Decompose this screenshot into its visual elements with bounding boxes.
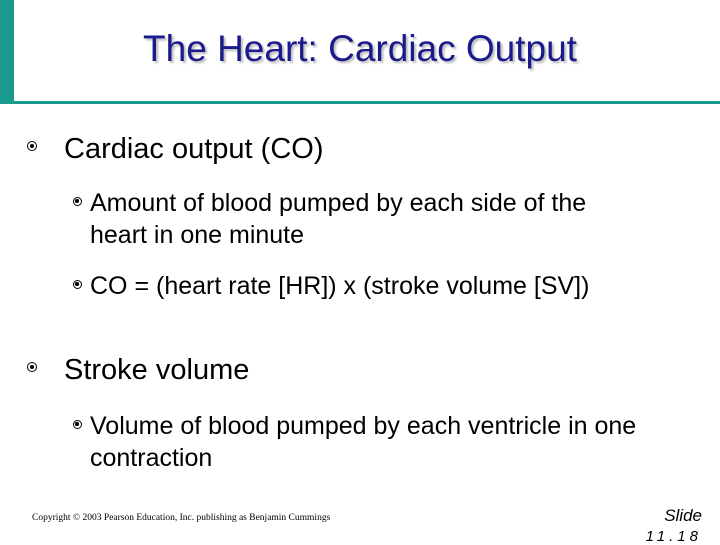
slide-label: Slide	[664, 506, 702, 525]
sub-bullet-text: Amount of blood pumped by each side of the heart in one minute	[90, 189, 587, 249]
bullet-icon	[27, 362, 37, 372]
copyright-notice: Copyright © 2003 Pearson Education, Inc. publishing as Benjamin Cummings	[32, 513, 331, 523]
slide-title: The Heart: Cardiac Output	[143, 28, 577, 69]
title-divider	[14, 101, 720, 104]
bullet-text: Cardiac output (CO)	[64, 133, 324, 165]
sub-bullet-text: Volume of blood pumped by each ventricle in one contraction	[90, 412, 637, 472]
sub-bullet-icon	[73, 280, 82, 289]
bullet-text: Stroke volume	[64, 354, 250, 386]
sub-bullet-icon	[73, 420, 82, 429]
bullet-icon	[27, 141, 37, 151]
sub-bullet-icon	[73, 197, 82, 206]
sub-bullet-text: CO = (heart rate [HR]) x (stroke volume [SV])	[90, 272, 590, 300]
slide-number: 11.18	[645, 528, 702, 545]
